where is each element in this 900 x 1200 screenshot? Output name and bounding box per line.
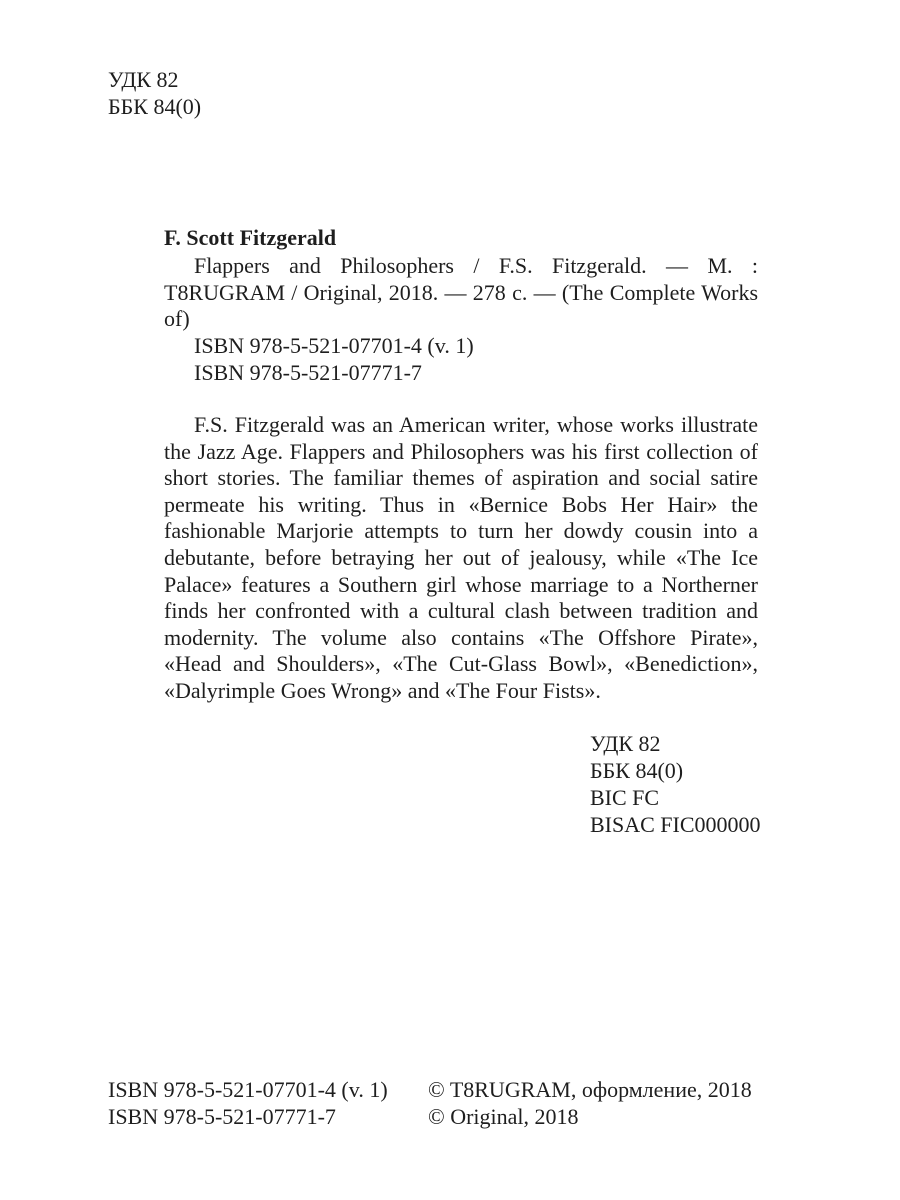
footer-copyright — [428, 1076, 752, 1130]
bisac-code: BISAC FIC000000 — [590, 812, 761, 837]
isbn-block — [194, 332, 474, 386]
annotation-paragraph: F.S. Fitzgerald was an American writer, whose works illustrate the Jazz Age. Flappers and Philosophers was his first collection of short stories. The familiar themes of aspiration and social satire permeate his writing. Thus in «Bernice Bobs Her Hair» the fashionable Marjorie attempts to turn her dowdy cousin into a debutante, before betraying her out of jealousy, while «The Ice Palace» features a Southern girl whose marriage to a Northerner finds her confronted with a cultural clash between tradition and modernity. The volume also contains «The Offshore Pirate», «Head and Shoulders», «The Cut-Glass Bowl», «Benediction», «Dalyrimple Goes Wrong» and «The Four Fists». — [164, 412, 758, 703]
bic-code: BIC FC — [590, 785, 660, 810]
isbn-series: ISBN 978-5-521-07771-7 — [194, 360, 422, 385]
footer-isbn-volume: ISBN 978-5-521-07701-4 (v. 1) — [108, 1077, 388, 1102]
udk-code: УДК 82 — [108, 67, 179, 92]
copyright-original: © Original, 2018 — [428, 1104, 579, 1129]
citation-line-1: Flappers and Philosophers / F.S. Fitzgerald. — M. : — [194, 253, 758, 278]
bibliographic-citation — [164, 253, 758, 333]
copyright-design: © T8RUGRAM, оформление, 2018 — [428, 1077, 752, 1102]
author-heading: F. Scott Fitzgerald — [164, 225, 337, 250]
footer-isbn-series: ISBN 978-5-521-07771-7 — [108, 1104, 336, 1129]
udk-code: УДК 82 — [590, 731, 661, 756]
top-classification-codes — [108, 66, 201, 120]
footer-isbn — [108, 1076, 388, 1130]
citation-line-2: T8RUGRAM / Original, 2018. — 278 c. — (The Complete Works of) — [164, 279, 758, 331]
classification-codes — [590, 730, 761, 838]
isbn-volume: ISBN 978-5-521-07701-4 (v. 1) — [194, 333, 474, 358]
bbk-code: ББК 84(0) — [590, 758, 684, 783]
bbk-code: ББК 84(0) — [108, 94, 202, 119]
